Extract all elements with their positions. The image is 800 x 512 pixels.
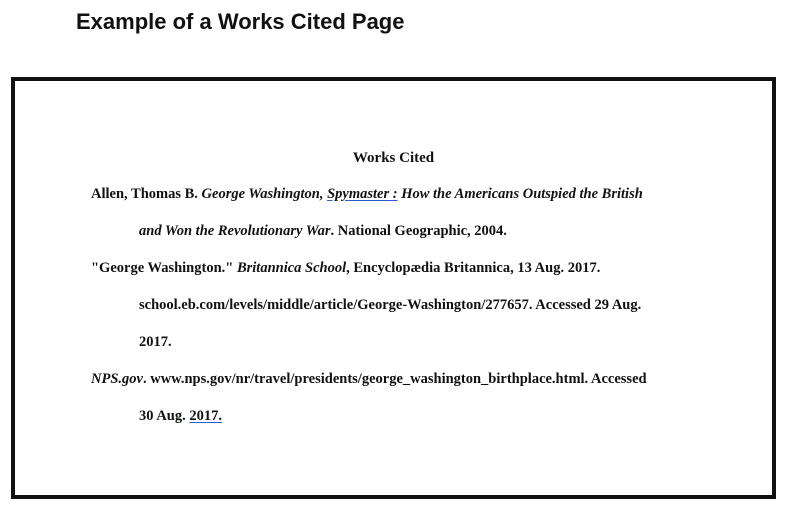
entry-nps-line-2 — [139, 407, 222, 425]
entry-nps-line-1 — [91, 370, 647, 388]
entry-nps-site: NPS.gov — [91, 371, 143, 387]
entry-allen-publisher: . National Geographic, 2004. — [330, 223, 507, 239]
entry-allen-title-start: George Washington, — [201, 186, 328, 202]
entry-nps-url: . www.nps.gov/nr/travel/presidents/george_washington_birthplace.html. Accessed — [142, 371, 647, 387]
entry-allen-line-2 — [139, 222, 507, 240]
entry-allen-title-continued: and Won the Revolutionary War — [139, 223, 331, 239]
entry-britannica-article: "George Washington." — [91, 260, 237, 276]
entry-britannica-line-1 — [91, 259, 600, 277]
entry-britannica-container: Britannica School — [236, 260, 347, 276]
entry-allen-author: Allen, Thomas B. — [91, 186, 202, 202]
entry-allen-line-1 — [91, 185, 643, 203]
page-title: Example of a Works Cited Page — [76, 9, 405, 34]
entry-allen-title-spellcheck-word: Spymaster : — [327, 186, 398, 202]
works-cited-title: Works Cited — [352, 150, 435, 166]
entry-britannica-publisher: , Encyclopædia Britannica, 13 Aug. 2017. — [346, 260, 601, 276]
entry-nps-year-spellcheck: 2017. — [189, 408, 222, 424]
entry-nps-access-date: 30 Aug. — [139, 408, 190, 424]
entry-allen-title-end: How the Americans Outspied the British — [397, 186, 643, 202]
entry-britannica-line-3: 2017. — [139, 334, 172, 350]
works-cited-sample-frame — [11, 77, 776, 499]
entry-britannica-line-2: school.eb.com/levels/middle/article/George-Washington/277657. Accessed 29 Aug. — [139, 297, 642, 313]
